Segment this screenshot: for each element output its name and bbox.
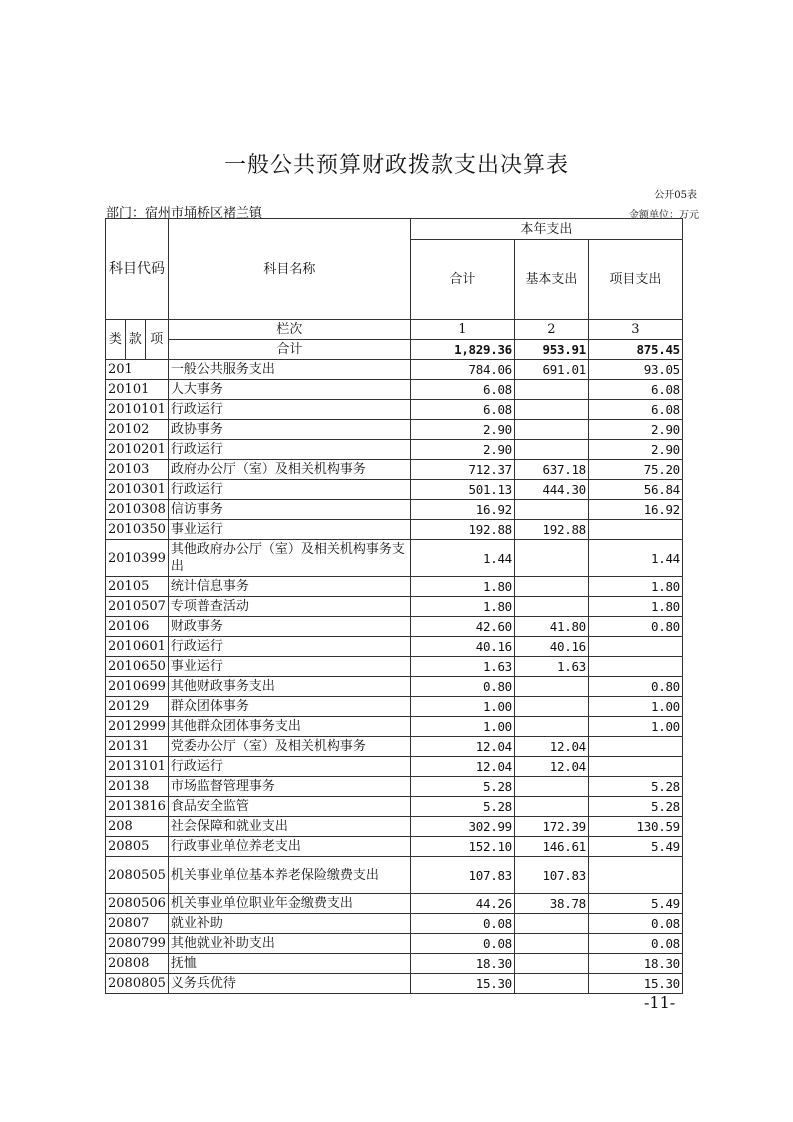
sum-total: 1,829.36	[410, 340, 514, 360]
row-basic: 637.18	[514, 460, 588, 480]
row-code: 2010699	[106, 677, 169, 697]
table-row	[106, 914, 683, 934]
row-basic: 172.39	[514, 817, 588, 837]
row-code: 20807	[106, 914, 169, 934]
row-project	[588, 757, 682, 777]
row-name: 一般公共服务支出	[168, 360, 410, 380]
row-basic: 107.83	[514, 857, 588, 894]
row-total: 1.00	[410, 717, 514, 737]
row-basic	[514, 697, 588, 717]
row-project: 1.80	[588, 577, 682, 597]
row-total: 5.28	[410, 777, 514, 797]
row-name: 机关事业单位基本养老保险缴费支出	[168, 857, 410, 894]
row-code: 2010399	[106, 540, 169, 577]
row-code: 2080799	[106, 934, 169, 954]
row-code: 20805	[106, 837, 169, 857]
row-basic	[514, 797, 588, 817]
row-basic: 444.30	[514, 480, 588, 500]
row-project: 2.90	[588, 440, 682, 460]
column-number-3: 3	[588, 320, 682, 340]
table-row	[106, 597, 683, 617]
table-row	[106, 837, 683, 857]
row-basic: 40.16	[514, 637, 588, 657]
row-code: 2013101	[106, 757, 169, 777]
row-project	[588, 857, 682, 894]
row-basic	[514, 440, 588, 460]
table-row	[106, 857, 683, 894]
column-number-2: 2	[514, 320, 588, 340]
row-name: 市场监督管理事务	[168, 777, 410, 797]
row-basic	[514, 717, 588, 737]
row-total: 152.10	[410, 837, 514, 857]
row-project: 1.44	[588, 540, 682, 577]
row-code: 2010308	[106, 500, 169, 520]
table-row	[106, 894, 683, 914]
row-name: 行政运行	[168, 400, 410, 420]
row-total: 15.30	[410, 974, 514, 994]
row-name: 义务兵优待	[168, 974, 410, 994]
row-name: 事业运行	[168, 520, 410, 540]
table-row	[106, 460, 683, 480]
row-total: 1.80	[410, 577, 514, 597]
row-project: 1.00	[588, 717, 682, 737]
row-code: 2012999	[106, 717, 169, 737]
table-row	[106, 737, 683, 757]
row-project: 1.80	[588, 597, 682, 617]
header-col-total: 合计	[410, 240, 514, 320]
unit-label: 金额单位：万元	[629, 210, 699, 221]
row-total: 1.63	[410, 657, 514, 677]
header-name: 科目名称	[168, 219, 410, 320]
header-xiang: 项	[145, 320, 168, 360]
row-project: 0.08	[588, 914, 682, 934]
table-row	[106, 360, 683, 380]
row-name: 行政运行	[168, 637, 410, 657]
row-project: 0.80	[588, 677, 682, 697]
row-project: 1.00	[588, 697, 682, 717]
row-name: 统计信息事务	[168, 577, 410, 597]
row-total: 192.88	[410, 520, 514, 540]
row-name: 信访事务	[168, 500, 410, 520]
row-basic	[514, 420, 588, 440]
row-project: 130.59	[588, 817, 682, 837]
row-code: 2010507	[106, 597, 169, 617]
table-row	[106, 697, 683, 717]
row-project: 18.30	[588, 954, 682, 974]
row-basic	[514, 934, 588, 954]
header-kuan: 款	[125, 320, 145, 360]
table-row	[106, 637, 683, 657]
row-code: 201	[106, 360, 169, 380]
row-name: 专项普查活动	[168, 597, 410, 617]
row-code: 20105	[106, 577, 169, 597]
row-code: 20129	[106, 697, 169, 717]
row-name: 社会保障和就业支出	[168, 817, 410, 837]
row-basic	[514, 914, 588, 934]
row-basic	[514, 400, 588, 420]
row-name: 人大事务	[168, 380, 410, 400]
row-code: 20106	[106, 617, 169, 637]
row-basic	[514, 540, 588, 577]
table-row	[106, 777, 683, 797]
row-project: 75.20	[588, 460, 682, 480]
row-project: 2.90	[588, 420, 682, 440]
header-col-project: 项目支出	[588, 240, 682, 320]
row-project	[588, 520, 682, 540]
row-basic	[514, 380, 588, 400]
sum-project: 875.45	[588, 340, 682, 360]
row-code: 20101	[106, 380, 169, 400]
row-basic: 691.01	[514, 360, 588, 380]
row-project: 5.28	[588, 797, 682, 817]
row-code: 20103	[106, 460, 169, 480]
row-total: 12.04	[410, 757, 514, 777]
header-lei: 类	[106, 320, 126, 360]
table-row	[106, 617, 683, 637]
row-basic: 12.04	[514, 757, 588, 777]
row-code: 20131	[106, 737, 169, 757]
row-name: 财政事务	[168, 617, 410, 637]
row-project: 0.08	[588, 934, 682, 954]
row-name: 其他群众团体事务支出	[168, 717, 410, 737]
row-name: 机关事业单位职业年金缴费支出	[168, 894, 410, 914]
row-basic: 38.78	[514, 894, 588, 914]
row-total: 0.08	[410, 934, 514, 954]
row-project: 16.92	[588, 500, 682, 520]
table-row	[106, 817, 683, 837]
row-name: 行政运行	[168, 440, 410, 460]
table-row	[106, 520, 683, 540]
row-code: 2010301	[106, 480, 169, 500]
table-row	[106, 717, 683, 737]
table-row	[106, 677, 683, 697]
row-project: 93.05	[588, 360, 682, 380]
sum-basic: 953.91	[514, 340, 588, 360]
row-name: 抚恤	[168, 954, 410, 974]
row-code: 2010101	[106, 400, 169, 420]
row-total: 107.83	[410, 857, 514, 894]
table-row	[106, 500, 683, 520]
row-project	[588, 737, 682, 757]
row-code: 2080506	[106, 894, 169, 914]
row-basic	[514, 954, 588, 974]
table-row	[106, 657, 683, 677]
row-basic	[514, 777, 588, 797]
row-code: 208	[106, 817, 169, 837]
row-basic: 192.88	[514, 520, 588, 540]
row-project: 6.08	[588, 380, 682, 400]
row-total: 1.80	[410, 597, 514, 617]
row-total: 5.28	[410, 797, 514, 817]
table-row	[106, 954, 683, 974]
row-name: 食品安全监管	[168, 797, 410, 817]
row-basic: 1.63	[514, 657, 588, 677]
row-basic	[514, 974, 588, 994]
header-group: 本年支出	[410, 219, 682, 240]
row-total: 1.00	[410, 697, 514, 717]
row-name: 其他政府办公厅（室）及相关机构事务支出	[168, 540, 410, 577]
column-order-label: 栏次	[168, 320, 410, 340]
row-code: 20138	[106, 777, 169, 797]
row-total: 40.16	[410, 637, 514, 657]
header-code	[106, 219, 169, 320]
row-basic	[514, 597, 588, 617]
table-row	[106, 540, 683, 577]
row-total: 712.37	[410, 460, 514, 480]
row-name: 群众团体事务	[168, 697, 410, 717]
row-basic: 146.61	[514, 837, 588, 857]
table-row	[106, 420, 683, 440]
row-name: 党委办公厅（室）及相关机构事务	[168, 737, 410, 757]
row-project	[588, 657, 682, 677]
row-name: 行政事业单位养老支出	[168, 837, 410, 857]
row-total: 6.08	[410, 400, 514, 420]
row-project: 5.49	[588, 837, 682, 857]
row-total: 16.92	[410, 500, 514, 520]
table-row	[106, 974, 683, 994]
row-name: 事业运行	[168, 657, 410, 677]
row-total: 0.80	[410, 677, 514, 697]
row-total: 42.60	[410, 617, 514, 637]
expenditure-table	[105, 218, 683, 994]
table-row	[106, 400, 683, 420]
row-total: 44.26	[410, 894, 514, 914]
row-name: 就业补助	[168, 914, 410, 934]
table-row	[106, 797, 683, 817]
row-code: 2010201	[106, 440, 169, 460]
row-project: 15.30	[588, 974, 682, 994]
row-project: 5.28	[588, 777, 682, 797]
page-number: -11-	[644, 993, 676, 1012]
row-code: 2013816	[106, 797, 169, 817]
row-project: 5.49	[588, 894, 682, 914]
row-project	[588, 637, 682, 657]
column-number-1: 1	[410, 320, 514, 340]
row-name: 政协事务	[168, 420, 410, 440]
row-project: 0.80	[588, 617, 682, 637]
row-code: 20102	[106, 420, 169, 440]
header-code-text: 科目代码	[108, 260, 165, 277]
sum-label: 合计	[168, 340, 410, 360]
row-name: 政府办公厅（室）及相关机构事务	[168, 460, 410, 480]
row-name: 其他就业补助支出	[168, 934, 410, 954]
page-title: 一般公共预算财政拨款支出决算表	[223, 153, 569, 178]
row-total: 2.90	[410, 440, 514, 460]
table-row	[106, 757, 683, 777]
row-name: 其他财政事务支出	[168, 677, 410, 697]
department-label: 部门：宿州市埇桥区褚兰镇	[106, 206, 263, 221]
row-basic	[514, 577, 588, 597]
table-row	[106, 480, 683, 500]
row-code: 2010650	[106, 657, 169, 677]
row-code: 2010350	[106, 520, 169, 540]
form-number: 公开05表	[654, 190, 697, 201]
header-col-basic: 基本支出	[514, 240, 588, 320]
row-code: 20808	[106, 954, 169, 974]
row-project: 56.84	[588, 480, 682, 500]
row-total: 302.99	[410, 817, 514, 837]
row-total: 6.08	[410, 380, 514, 400]
row-name: 行政运行	[168, 757, 410, 777]
row-code: 2010601	[106, 637, 169, 657]
row-name: 行政运行	[168, 480, 410, 500]
row-total: 18.30	[410, 954, 514, 974]
row-basic: 12.04	[514, 737, 588, 757]
row-total: 0.08	[410, 914, 514, 934]
row-project: 6.08	[588, 400, 682, 420]
table-row	[106, 380, 683, 400]
row-total: 2.90	[410, 420, 514, 440]
row-code: 2080805	[106, 974, 169, 994]
row-total: 1.44	[410, 540, 514, 577]
row-total: 12.04	[410, 737, 514, 757]
row-basic	[514, 500, 588, 520]
table-row	[106, 577, 683, 597]
table-row	[106, 440, 683, 460]
row-total: 784.06	[410, 360, 514, 380]
row-basic: 41.80	[514, 617, 588, 637]
table-row	[106, 934, 683, 954]
row-code: 2080505	[106, 857, 169, 894]
row-total: 501.13	[410, 480, 514, 500]
row-basic	[514, 677, 588, 697]
